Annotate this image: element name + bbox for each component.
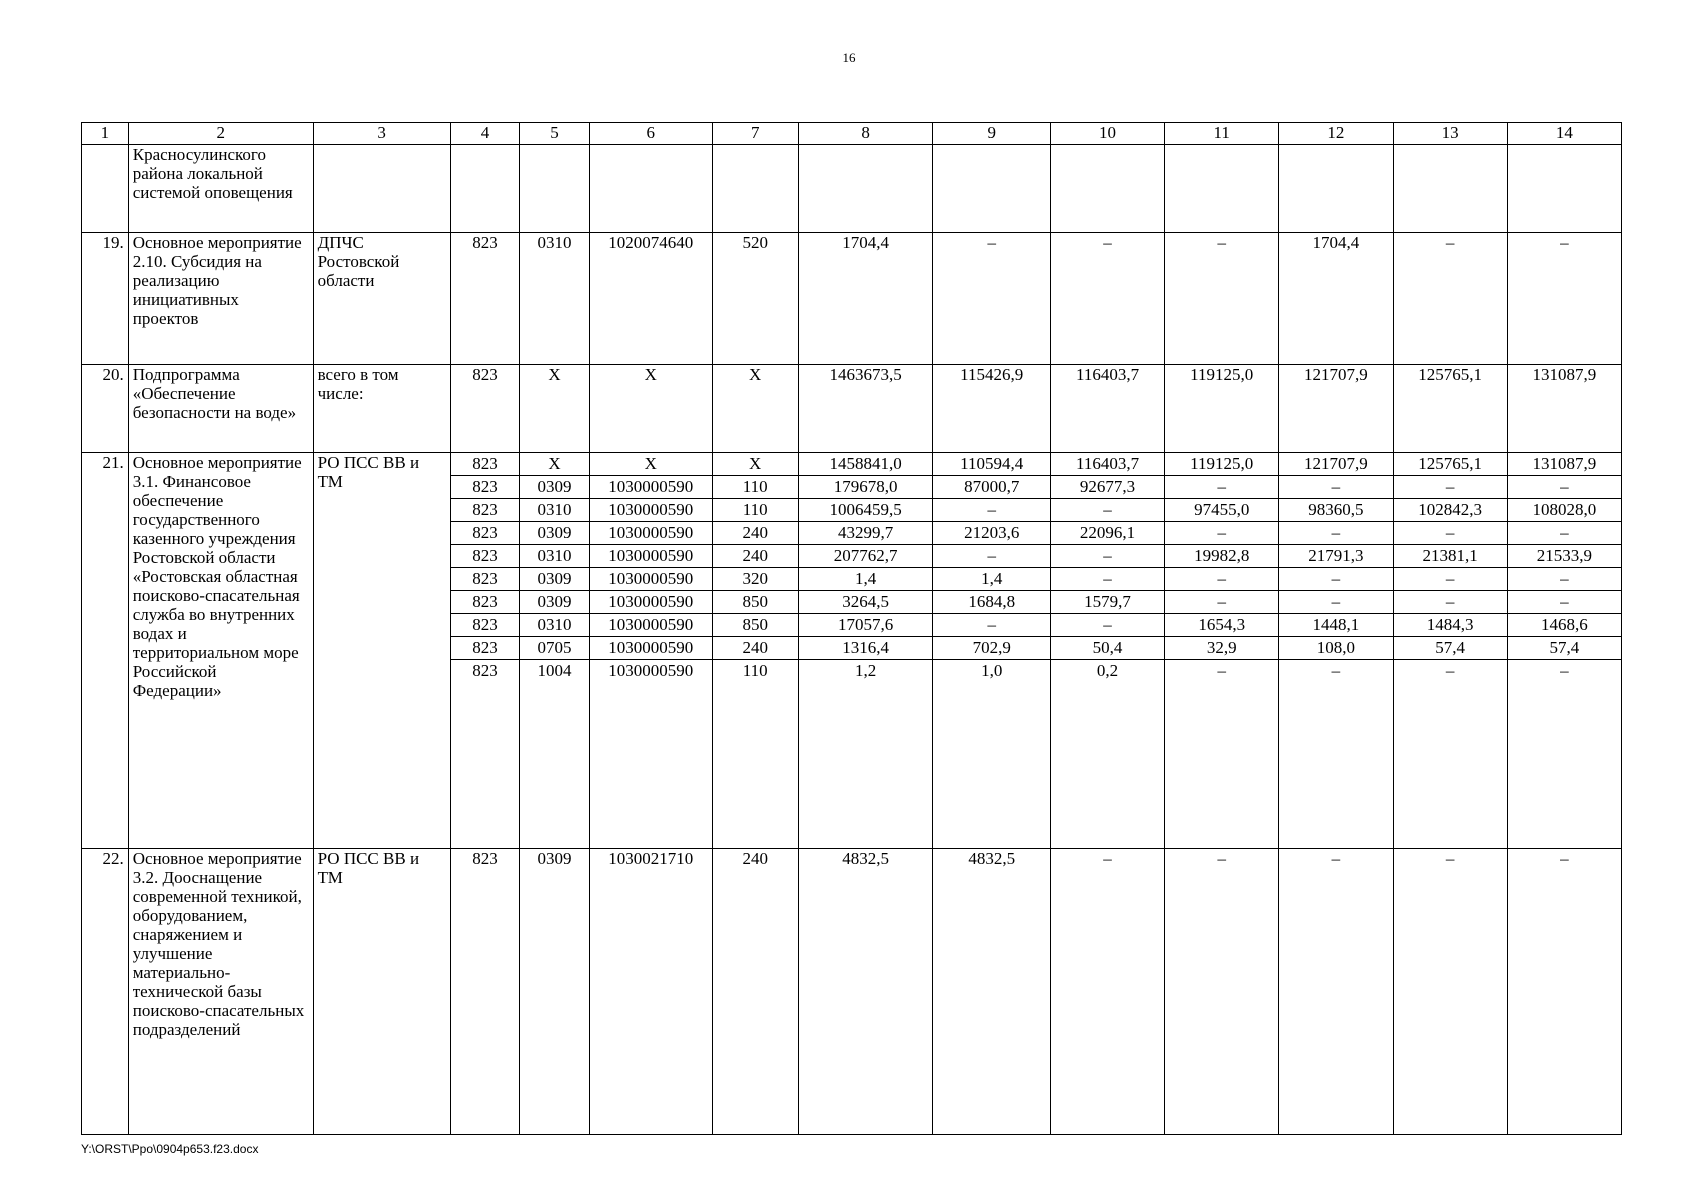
value-cell: 1004 bbox=[537, 661, 572, 680]
value-cell: 1448,1 bbox=[1279, 614, 1392, 637]
value-cell: 115426,9 bbox=[933, 365, 1050, 453]
value-cell: 1030000590 bbox=[590, 499, 712, 522]
value-cell: – bbox=[1051, 614, 1164, 637]
value-cell: – bbox=[1393, 233, 1507, 365]
value-cell: – bbox=[1507, 233, 1621, 365]
value-cell: – bbox=[1165, 568, 1278, 591]
value-cell: X bbox=[712, 365, 798, 453]
value-cell: 110594,4 bbox=[933, 453, 1049, 476]
value-cell: 1030000590 bbox=[590, 522, 712, 545]
value-cell: 1006459,5 bbox=[799, 499, 933, 522]
row-number: 20. bbox=[82, 365, 129, 453]
value-cell: 125765,1 bbox=[1394, 453, 1507, 476]
row-name: Основное мероприятие 2.10. Субсидия на реализацию инициативных проектов bbox=[128, 233, 313, 365]
value-cell: 1684,8 bbox=[933, 591, 1049, 614]
value-cell: 131087,9 bbox=[1507, 365, 1621, 453]
value-cell: 823 bbox=[451, 453, 520, 476]
value-cell: 0705 bbox=[520, 637, 589, 660]
value-cell: 110 bbox=[713, 476, 798, 499]
value-cell: 823 bbox=[450, 365, 520, 453]
value-cell: 102842,3 bbox=[1394, 499, 1507, 522]
value-cell: – bbox=[1508, 591, 1621, 614]
value-column-stack bbox=[1165, 453, 1279, 849]
header-cell: 12 bbox=[1279, 123, 1393, 145]
value-cell: 57,4 bbox=[1394, 637, 1507, 660]
value-cell: 1,2 bbox=[854, 661, 877, 680]
row-executor: РО ПСС ВВ и ТМ bbox=[313, 453, 450, 849]
value-cell: 108028,0 bbox=[1508, 499, 1621, 522]
value-cell: 240 bbox=[712, 849, 798, 1135]
header-cell: 3 bbox=[313, 123, 450, 145]
value-cell: – bbox=[933, 614, 1049, 637]
header-cell: 4 bbox=[450, 123, 520, 145]
value-cell: X bbox=[520, 453, 589, 476]
header-cell: 13 bbox=[1393, 123, 1507, 145]
value-cell: 240 bbox=[713, 522, 798, 545]
row-name: Основное мероприятие 3.2. Дооснащение современной техникой, оборудованием, снаряжением и улучшение материально-технической базы поисково-спасательных подразделений bbox=[128, 849, 313, 1135]
value-cell: 1,4 bbox=[933, 568, 1049, 591]
value-cell: – bbox=[1165, 849, 1279, 1135]
value-cell: 19982,8 bbox=[1165, 545, 1278, 568]
value-cell: 108,0 bbox=[1279, 637, 1392, 660]
header-cell: 14 bbox=[1507, 123, 1621, 145]
value-cell: – bbox=[1217, 661, 1226, 680]
value-cell: 17057,6 bbox=[799, 614, 933, 637]
row-number: 21. bbox=[82, 453, 129, 849]
table-row bbox=[82, 145, 1622, 233]
value-cell: 1458841,0 bbox=[799, 453, 933, 476]
value-column-stack bbox=[589, 453, 712, 849]
value-cell: – bbox=[1279, 591, 1392, 614]
value-cell: – bbox=[1560, 661, 1569, 680]
value-cell: 22096,1 bbox=[1051, 522, 1164, 545]
table-row bbox=[82, 365, 1622, 453]
value-cell: 0310 bbox=[520, 614, 589, 637]
value-cell: 98360,5 bbox=[1279, 499, 1392, 522]
budget-table bbox=[81, 122, 1622, 1135]
value-cell: 179678,0 bbox=[799, 476, 933, 499]
value-cell: 1579,7 bbox=[1051, 591, 1164, 614]
value-cell: – bbox=[1165, 591, 1278, 614]
value-cell: 1704,4 bbox=[798, 233, 933, 365]
value-cell: 121707,9 bbox=[1279, 453, 1392, 476]
value-cell: 1030000590 bbox=[590, 637, 712, 660]
value-cell: 0309 bbox=[520, 849, 590, 1135]
value-column-stack bbox=[798, 453, 933, 849]
value-cell: – bbox=[1051, 568, 1164, 591]
value-cell: 823 bbox=[450, 233, 520, 365]
row-executor: всего в том числе: bbox=[313, 365, 450, 453]
value-cell: – bbox=[1507, 849, 1621, 1135]
value-cell: 1,4 bbox=[799, 568, 933, 591]
value-cell: 850 bbox=[713, 614, 798, 637]
value-cell: 0310 bbox=[520, 499, 589, 522]
value-cell: 1030000590 bbox=[590, 614, 712, 637]
row-executor: РО ПСС ВВ и ТМ bbox=[313, 849, 450, 1135]
value-cell: 823 bbox=[451, 568, 520, 591]
value-cell: 3264,5 bbox=[799, 591, 933, 614]
value-cell: 207762,7 bbox=[799, 545, 933, 568]
value-cell: 119125,0 bbox=[1165, 365, 1279, 453]
row-executor: ДПЧС Ростовской области bbox=[313, 233, 450, 365]
value-cell: 1030000590 bbox=[590, 568, 712, 591]
page-number: 16 bbox=[842, 50, 856, 65]
value-cell: 0309 bbox=[520, 522, 589, 545]
value-cell: 87000,7 bbox=[933, 476, 1049, 499]
value-cell: 823 bbox=[451, 614, 520, 637]
value-cell: 1468,6 bbox=[1508, 614, 1621, 637]
value-cell: 823 bbox=[451, 545, 520, 568]
value-cell: 823 bbox=[450, 849, 520, 1135]
value-cell: 57,4 bbox=[1508, 637, 1621, 660]
value-cell: 520 bbox=[712, 233, 798, 365]
value-cell: 823 bbox=[451, 522, 520, 545]
table-row bbox=[82, 849, 1622, 1135]
header-cell: 7 bbox=[712, 123, 798, 145]
value-cell: 50,4 bbox=[1051, 637, 1164, 660]
header-cell: 6 bbox=[589, 123, 712, 145]
value-cell: 1030000590 bbox=[590, 476, 712, 499]
value-cell: 1,0 bbox=[981, 661, 1003, 680]
value-cell: 1704,4 bbox=[1279, 233, 1393, 365]
value-cell: 4832,5 bbox=[933, 849, 1050, 1135]
value-cell: 1020074640 bbox=[589, 233, 712, 365]
value-cell: 131087,9 bbox=[1508, 453, 1621, 476]
header-cell: 5 bbox=[520, 123, 590, 145]
value-cell: 823 bbox=[451, 476, 520, 499]
value-cell: – bbox=[1279, 849, 1393, 1135]
value-cell: – bbox=[1394, 591, 1507, 614]
value-cell: 119125,0 bbox=[1165, 453, 1278, 476]
value-cell: – bbox=[1279, 476, 1392, 499]
value-cell: 0309 bbox=[520, 476, 589, 499]
header-cell: 1 bbox=[82, 123, 129, 145]
row-number: 19. bbox=[82, 233, 129, 365]
value-cell: – bbox=[933, 545, 1049, 568]
value-cell: 0310 bbox=[520, 233, 590, 365]
row-name: Красносулинского района локальной системой оповещения bbox=[128, 145, 313, 233]
value-cell: 1463673,5 bbox=[798, 365, 933, 453]
value-cell: – bbox=[1394, 568, 1507, 591]
table-header-row bbox=[82, 123, 1622, 145]
value-column-stack bbox=[1050, 453, 1164, 849]
value-cell: 0,2 bbox=[1096, 661, 1119, 680]
table-row bbox=[82, 233, 1622, 365]
value-cell: 320 bbox=[713, 568, 798, 591]
value-cell: 121707,9 bbox=[1279, 365, 1393, 453]
value-cell: 110 bbox=[713, 499, 798, 522]
value-cell: 97455,0 bbox=[1165, 499, 1278, 522]
value-cell: – bbox=[1394, 522, 1507, 545]
value-cell: – bbox=[1508, 568, 1621, 591]
value-cell: – bbox=[933, 499, 1049, 522]
value-cell: – bbox=[1279, 522, 1392, 545]
table-row bbox=[82, 453, 1622, 849]
value-cell: X bbox=[520, 365, 590, 453]
value-column-stack bbox=[1393, 453, 1507, 849]
value-cell: 116403,7 bbox=[1050, 365, 1164, 453]
value-cell: 823 bbox=[451, 591, 520, 614]
file-path-footer: Y:\ORST\Ppo\0904p653.f23.docx bbox=[81, 1142, 259, 1156]
value-cell: X bbox=[589, 365, 712, 453]
value-cell: 1484,3 bbox=[1394, 614, 1507, 637]
value-cell: 21381,1 bbox=[1394, 545, 1507, 568]
value-cell: 21533,9 bbox=[1508, 545, 1621, 568]
value-cell: 823 bbox=[472, 661, 498, 680]
value-cell: 1030000590 bbox=[608, 661, 694, 680]
value-cell: – bbox=[1165, 522, 1278, 545]
value-cell: – bbox=[1393, 849, 1507, 1135]
value-cell: 0310 bbox=[520, 545, 589, 568]
value-cell: – bbox=[1050, 849, 1164, 1135]
value-cell: 702,9 bbox=[933, 637, 1049, 660]
value-cell: 0309 bbox=[520, 591, 589, 614]
value-cell: – bbox=[1165, 476, 1278, 499]
value-cell: 823 bbox=[451, 637, 520, 660]
value-cell: – bbox=[1445, 661, 1455, 680]
value-cell: – bbox=[933, 233, 1050, 365]
value-cell: 240 bbox=[713, 637, 798, 660]
header-cell: 9 bbox=[933, 123, 1050, 145]
value-cell: 1030021710 bbox=[589, 849, 712, 1135]
value-cell: 43299,7 bbox=[799, 522, 933, 545]
value-cell: – bbox=[1394, 476, 1507, 499]
value-cell: – bbox=[1165, 233, 1279, 365]
header-cell: 2 bbox=[128, 123, 313, 145]
value-cell: – bbox=[1331, 661, 1341, 680]
header-cell: 8 bbox=[798, 123, 933, 145]
value-cell: 4832,5 bbox=[798, 849, 933, 1135]
value-cell: – bbox=[1051, 499, 1164, 522]
value-cell: 92677,3 bbox=[1051, 476, 1164, 499]
value-cell: – bbox=[1279, 568, 1392, 591]
value-cell: 110 bbox=[742, 661, 768, 680]
value-cell: 21203,6 bbox=[933, 522, 1049, 545]
value-column-stack bbox=[450, 453, 520, 849]
value-cell: X bbox=[590, 453, 712, 476]
row-name: Основное мероприятие 3.1. Финансовое обеспечение государственного казенного учреждения Ростовской области «Ростовская областная поисково-спасательная служба во внутренних водах и территориальном море Российской Федерации» bbox=[128, 453, 313, 849]
value-cell: X bbox=[713, 453, 798, 476]
value-cell: – bbox=[1508, 476, 1621, 499]
row-name: Подпрограмма «Обеспечение безопасности на воде» bbox=[128, 365, 313, 453]
value-column-stack bbox=[520, 453, 590, 849]
value-cell: 1654,3 bbox=[1165, 614, 1278, 637]
header-cell: 11 bbox=[1165, 123, 1279, 145]
value-column-stack bbox=[1507, 453, 1621, 849]
value-cell: 125765,1 bbox=[1393, 365, 1507, 453]
value-cell: 21791,3 bbox=[1279, 545, 1392, 568]
value-column-stack bbox=[1279, 453, 1393, 849]
value-cell: 1316,4 bbox=[799, 637, 933, 660]
value-cell: 850 bbox=[713, 591, 798, 614]
value-cell: 823 bbox=[451, 499, 520, 522]
value-cell: 1030000590 bbox=[590, 591, 712, 614]
value-cell: 0309 bbox=[520, 568, 589, 591]
value-cell: – bbox=[1051, 545, 1164, 568]
value-cell: – bbox=[1050, 233, 1164, 365]
value-column-stack bbox=[933, 453, 1050, 849]
value-cell: 32,9 bbox=[1165, 637, 1278, 660]
row-number: 22. bbox=[82, 849, 129, 1135]
value-cell: 116403,7 bbox=[1051, 453, 1164, 476]
value-cell: – bbox=[1508, 522, 1621, 545]
value-cell: 240 bbox=[713, 545, 798, 568]
header-cell: 10 bbox=[1050, 123, 1164, 145]
value-cell: 1030000590 bbox=[590, 545, 712, 568]
value-column-stack bbox=[712, 453, 798, 849]
